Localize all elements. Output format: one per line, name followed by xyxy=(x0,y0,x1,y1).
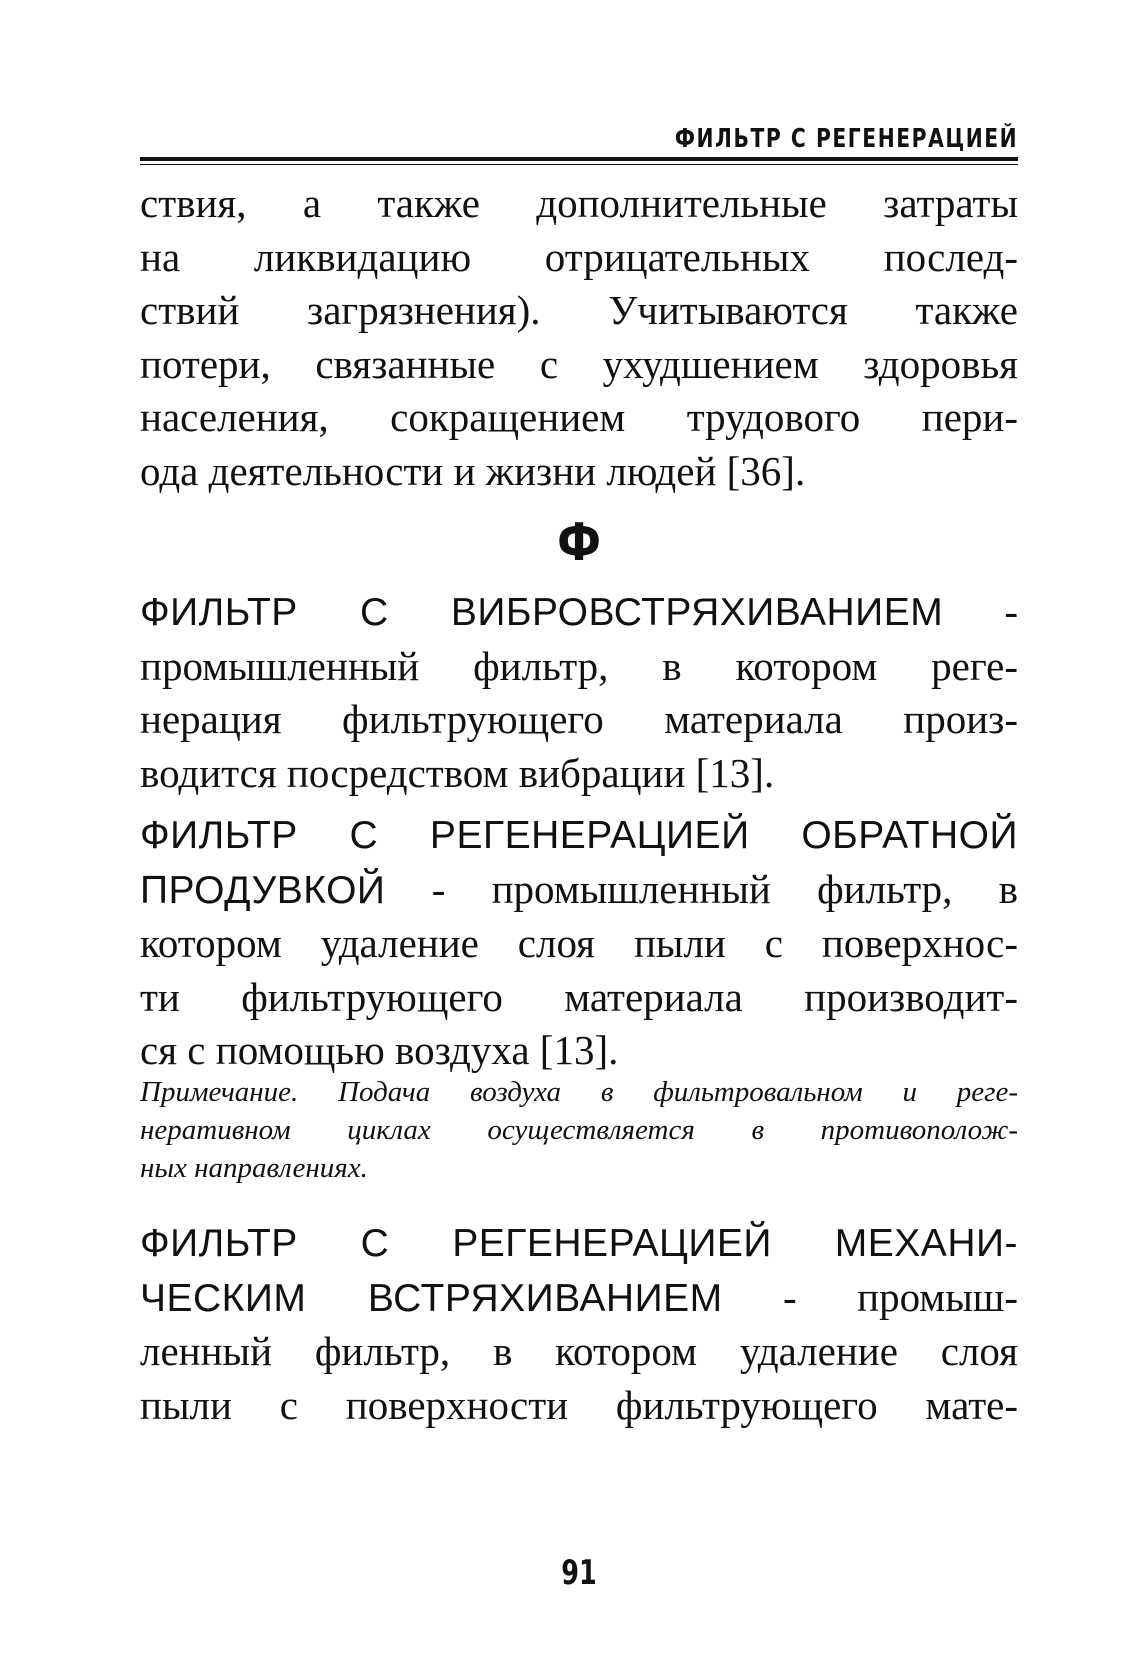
header-rule xyxy=(140,157,1018,161)
entry-line xyxy=(140,585,1018,640)
entry-line xyxy=(140,1379,1018,1433)
entry-term: ФИЛЬТР С ВИБРОВСТРЯХИВАНИЕМ xyxy=(140,591,944,634)
entry-term: ФИЛЬТР С РЕГЕНЕРАЦИЕЙ МЕХАНИ- xyxy=(140,1222,1018,1265)
book-page xyxy=(140,0,1018,1666)
entry-line xyxy=(140,971,1018,1025)
entry-term: ЧЕСКИМ ВСТРЯХИВАНИЕМ xyxy=(140,1276,723,1320)
entry-text: водится посредством вибрации [13]. xyxy=(140,749,775,796)
entry-line xyxy=(140,917,1018,971)
entry-text: - xyxy=(943,588,1018,634)
entry-line xyxy=(140,1024,1018,1078)
entry-line xyxy=(140,747,1018,801)
entry-note xyxy=(140,1073,1018,1187)
header-rule-thin xyxy=(140,164,1018,165)
entry-line xyxy=(140,1325,1018,1379)
text-line: ода деятельности и жизни людей [36]. xyxy=(140,447,806,494)
section-letter: Ф xyxy=(557,513,601,573)
page-number: 91 xyxy=(561,1553,597,1593)
text-line: потери, связанные с ухудшением здоровья xyxy=(140,340,1018,387)
note-line: ных направлениях. xyxy=(140,1152,368,1184)
running-header: ФИЛЬТР С РЕГЕНЕРАЦИЕЙ xyxy=(674,124,1018,154)
dictionary-entry xyxy=(140,1216,1018,1432)
entry-term: ПРОДУВКОЙ xyxy=(140,868,386,912)
entry-text: ся с помощью воздуха [13]. xyxy=(140,1027,619,1073)
entry-line xyxy=(140,640,1018,694)
entry-line xyxy=(140,1216,1018,1271)
intro-paragraph xyxy=(140,177,1018,498)
dictionary-entry xyxy=(140,585,1018,800)
entry-line xyxy=(140,1271,1018,1326)
entry-text: пыли с поверхности фильтрующего мате- xyxy=(140,1381,1018,1428)
entry-text: - промышленный фильтр, в xyxy=(385,865,1018,912)
entry-line xyxy=(140,693,1018,747)
entry-text: нерация фильтрующего материала произ- xyxy=(140,696,1018,742)
text-line: ствия, а также дополнительные затраты xyxy=(140,180,1018,226)
entry-line xyxy=(140,863,1018,918)
entry-line xyxy=(140,808,1018,863)
text-line: ствий загрязнения). Учитываются также xyxy=(140,287,1018,333)
entry-text: ленный фильтр, в котором удаление слоя xyxy=(140,1328,1018,1374)
note-line: Примечание. Подача воздуха в фильтровальном и реге- xyxy=(140,1076,1018,1108)
entry-text: промышленный фильтр, в котором реге- xyxy=(140,642,1018,689)
entry-text: - промыш- xyxy=(722,1273,1018,1320)
entry-term: ФИЛЬТР С РЕГЕНЕРАЦИЕЙ ОБРАТНОЙ xyxy=(140,814,1018,857)
entry-text: ти фильтрующего материала производит- xyxy=(140,973,1018,1020)
dictionary-entry xyxy=(140,808,1018,1078)
text-line: на ликвидацию отрицательных послед- xyxy=(140,233,1018,280)
text-line: населения, сокращением трудового пери- xyxy=(140,394,1018,440)
note-line: неративном циклах осуществляется в противополож- xyxy=(140,1114,1018,1146)
entry-text: котором удаление слоя пыли с поверхнос- xyxy=(140,920,1018,966)
